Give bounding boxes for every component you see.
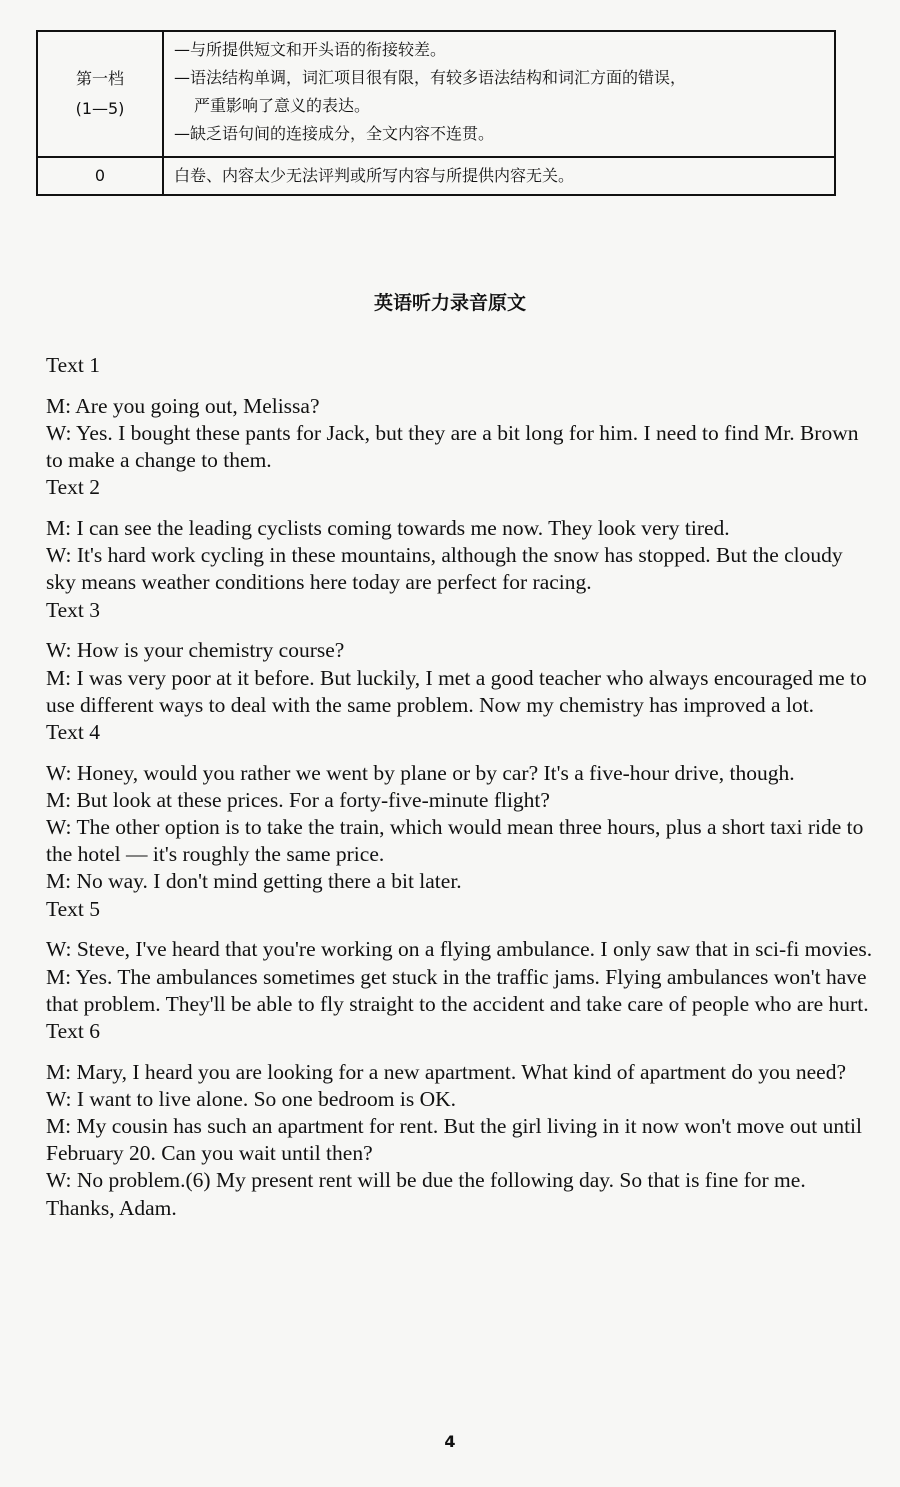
text-label: Text 3: [46, 597, 101, 622]
text-label: Text 6: [46, 1018, 101, 1043]
dialogue-line: W: Steve, I've heard that you're working on a flying ambulance. I only saw that in sci-fi movies.: [46, 937, 873, 962]
dialogue-line: M: Yes. The ambulances sometimes get stuck in the traffic jams. Flying ambulances won't have that problem. They'll be able to fly straight to the accident and take care of people who are hurt.: [46, 964, 869, 1016]
dialogue-line: M: Mary, I heard you are looking for a new apartment. What kind of apartment do you need?: [46, 1059, 847, 1084]
dialogue-line: W: It's hard work cycling in these mountains, although the snow has stopped. But the cloudy sky means weather conditions here today are perfect for racing.: [46, 543, 843, 595]
rubric-grade-range: (1—5): [75, 99, 125, 118]
section-heading: 英语听力录音原文: [373, 292, 526, 314]
text-label: Text 4: [46, 719, 101, 744]
dialogue-line: M: I can see the leading cyclists coming towards me now. They look very tired.: [46, 516, 730, 541]
dialogue-line: W: The other option is to take the train, which would mean three hours, plus a short taxi ride to the hotel — it's roughly the same price.: [46, 815, 864, 867]
text-6-block: [46, 1018, 876, 1222]
rubric-criterion: —语法结构单调，词汇项目很有限，有较多语法结构和词汇方面的错误，: [174, 68, 687, 87]
dialogue-line: M: Are you going out, Melissa?: [46, 393, 320, 418]
text-label: Text 1: [46, 353, 101, 377]
rubric-description-cell: 白卷、内容太少无法评判或所写内容与所提供内容无关。: [163, 157, 835, 195]
text-1-block: [46, 352, 876, 474]
rubric-grade-cell: [37, 31, 163, 157]
page-number: 4: [444, 1432, 456, 1451]
dialogue-line: W: Honey, would you rather we went by plane or by car? It's a five-hour drive, though.: [46, 760, 795, 785]
rubric-criterion-continuation: 严重影响了意义的表达。: [194, 96, 371, 115]
rubric-row-band-0: [37, 157, 835, 195]
text-2-block: [46, 474, 876, 596]
rubric-row-band-1: [37, 31, 835, 157]
dialogue-line: W: No problem.(6) My present rent will be due the following day. So that is fine for me. Thanks, Adam.: [46, 1168, 806, 1220]
text-label: Text 5: [46, 896, 101, 921]
scoring-rubric-table: [36, 30, 836, 196]
dialogue-line: W: How is your chemistry course?: [46, 638, 345, 663]
text-4-block: [46, 719, 876, 896]
dialogue-line: M: No way. I don't mind getting there a bit later.: [46, 869, 462, 894]
rubric-criterion: —与所提供短文和开头语的衔接较差。: [174, 40, 447, 59]
dialogue-line: W: I want to live alone. So one bedroom is OK.: [46, 1086, 457, 1111]
dialogue-line: M: I was very poor at it before. But luckily, I met a good teacher who always encouraged me to use different ways to deal with the same problem. Now my chemistry has improved a lot.: [46, 665, 867, 717]
text-5-block: [46, 896, 876, 1018]
listening-transcript: [46, 352, 876, 1222]
text-3-block: [46, 597, 876, 719]
rubric-description-cell: [163, 31, 835, 157]
dialogue-line: W: Yes. I bought these pants for Jack, but they are a bit long for him. I need to find Mr. Brown to make a change to them.: [46, 420, 859, 473]
dialogue-line: M: My cousin has such an apartment for rent. But the girl living in it now won't move out until February 20. Can you wait until then?: [46, 1114, 862, 1166]
text-label: Text 2: [46, 475, 101, 500]
rubric-grade-cell: 0: [37, 157, 163, 195]
dialogue-line: M: But look at these prices. For a forty-five-minute flight?: [46, 787, 550, 812]
rubric-grade-label: 第一档: [75, 69, 124, 88]
rubric-criterion: —缺乏语句间的连接成分，全文内容不连贯。: [174, 124, 495, 143]
